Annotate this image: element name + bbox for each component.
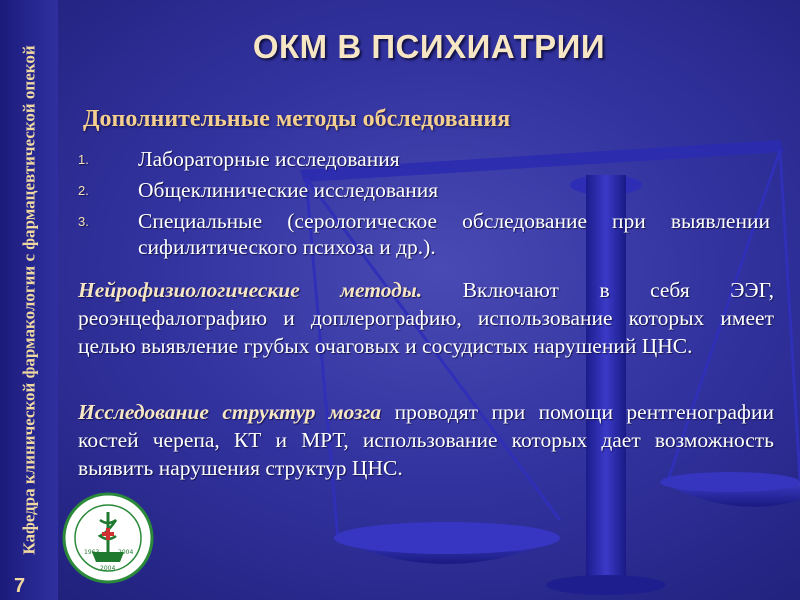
list-item — [78, 146, 770, 172]
list-number: 3. — [78, 214, 89, 229]
paragraph-lead: Нейрофизиологические методы. — [78, 278, 423, 302]
slide-number: 7 — [14, 575, 26, 597]
list-item-text: Общеклинические исследования — [138, 178, 439, 202]
neurophysiology-paragraph — [78, 276, 774, 360]
brain-structure-paragraph — [78, 398, 774, 482]
paragraph-text: проводят при помощи рентгенографии костей черепа, КТ и МРТ, использование которых дает возможность выявить нарушения структур ЦНС. — [78, 400, 774, 480]
methods-list — [78, 146, 770, 265]
list-item-text: Лабораторные исследования — [138, 147, 400, 171]
paragraph-text: Включают в себя ЭЭГ, реоэнцефалографию и доплерографию, использование которых имеет целью выявление грубых очаговых и сосудистых нарушений ЦНС. — [78, 278, 774, 358]
logo-year-right: 2004 — [118, 549, 134, 556]
pharmacy-emblem-icon — [62, 492, 154, 584]
slide-title: ОКМ В ПСИХИАТРИИ — [252, 28, 606, 65]
list-item — [78, 208, 770, 260]
list-item-text: Специальные (серологическое обследование при выявлении сифилитического психоза и др.). — [138, 209, 770, 259]
department-label: Кафедра клинической фармакологии с фармацевтической опекой — [19, 45, 39, 555]
section-subtitle: Дополнительные методы обследования — [83, 106, 511, 132]
list-number: 2. — [78, 183, 89, 198]
sidebar — [0, 0, 58, 600]
logo-year-left: 1963 — [84, 549, 100, 556]
paragraph-lead: Исследование структур мозга — [78, 400, 382, 424]
logo-year-bottom: 2004 — [100, 565, 116, 572]
list-number: 1. — [78, 152, 89, 167]
list-item — [78, 177, 770, 203]
